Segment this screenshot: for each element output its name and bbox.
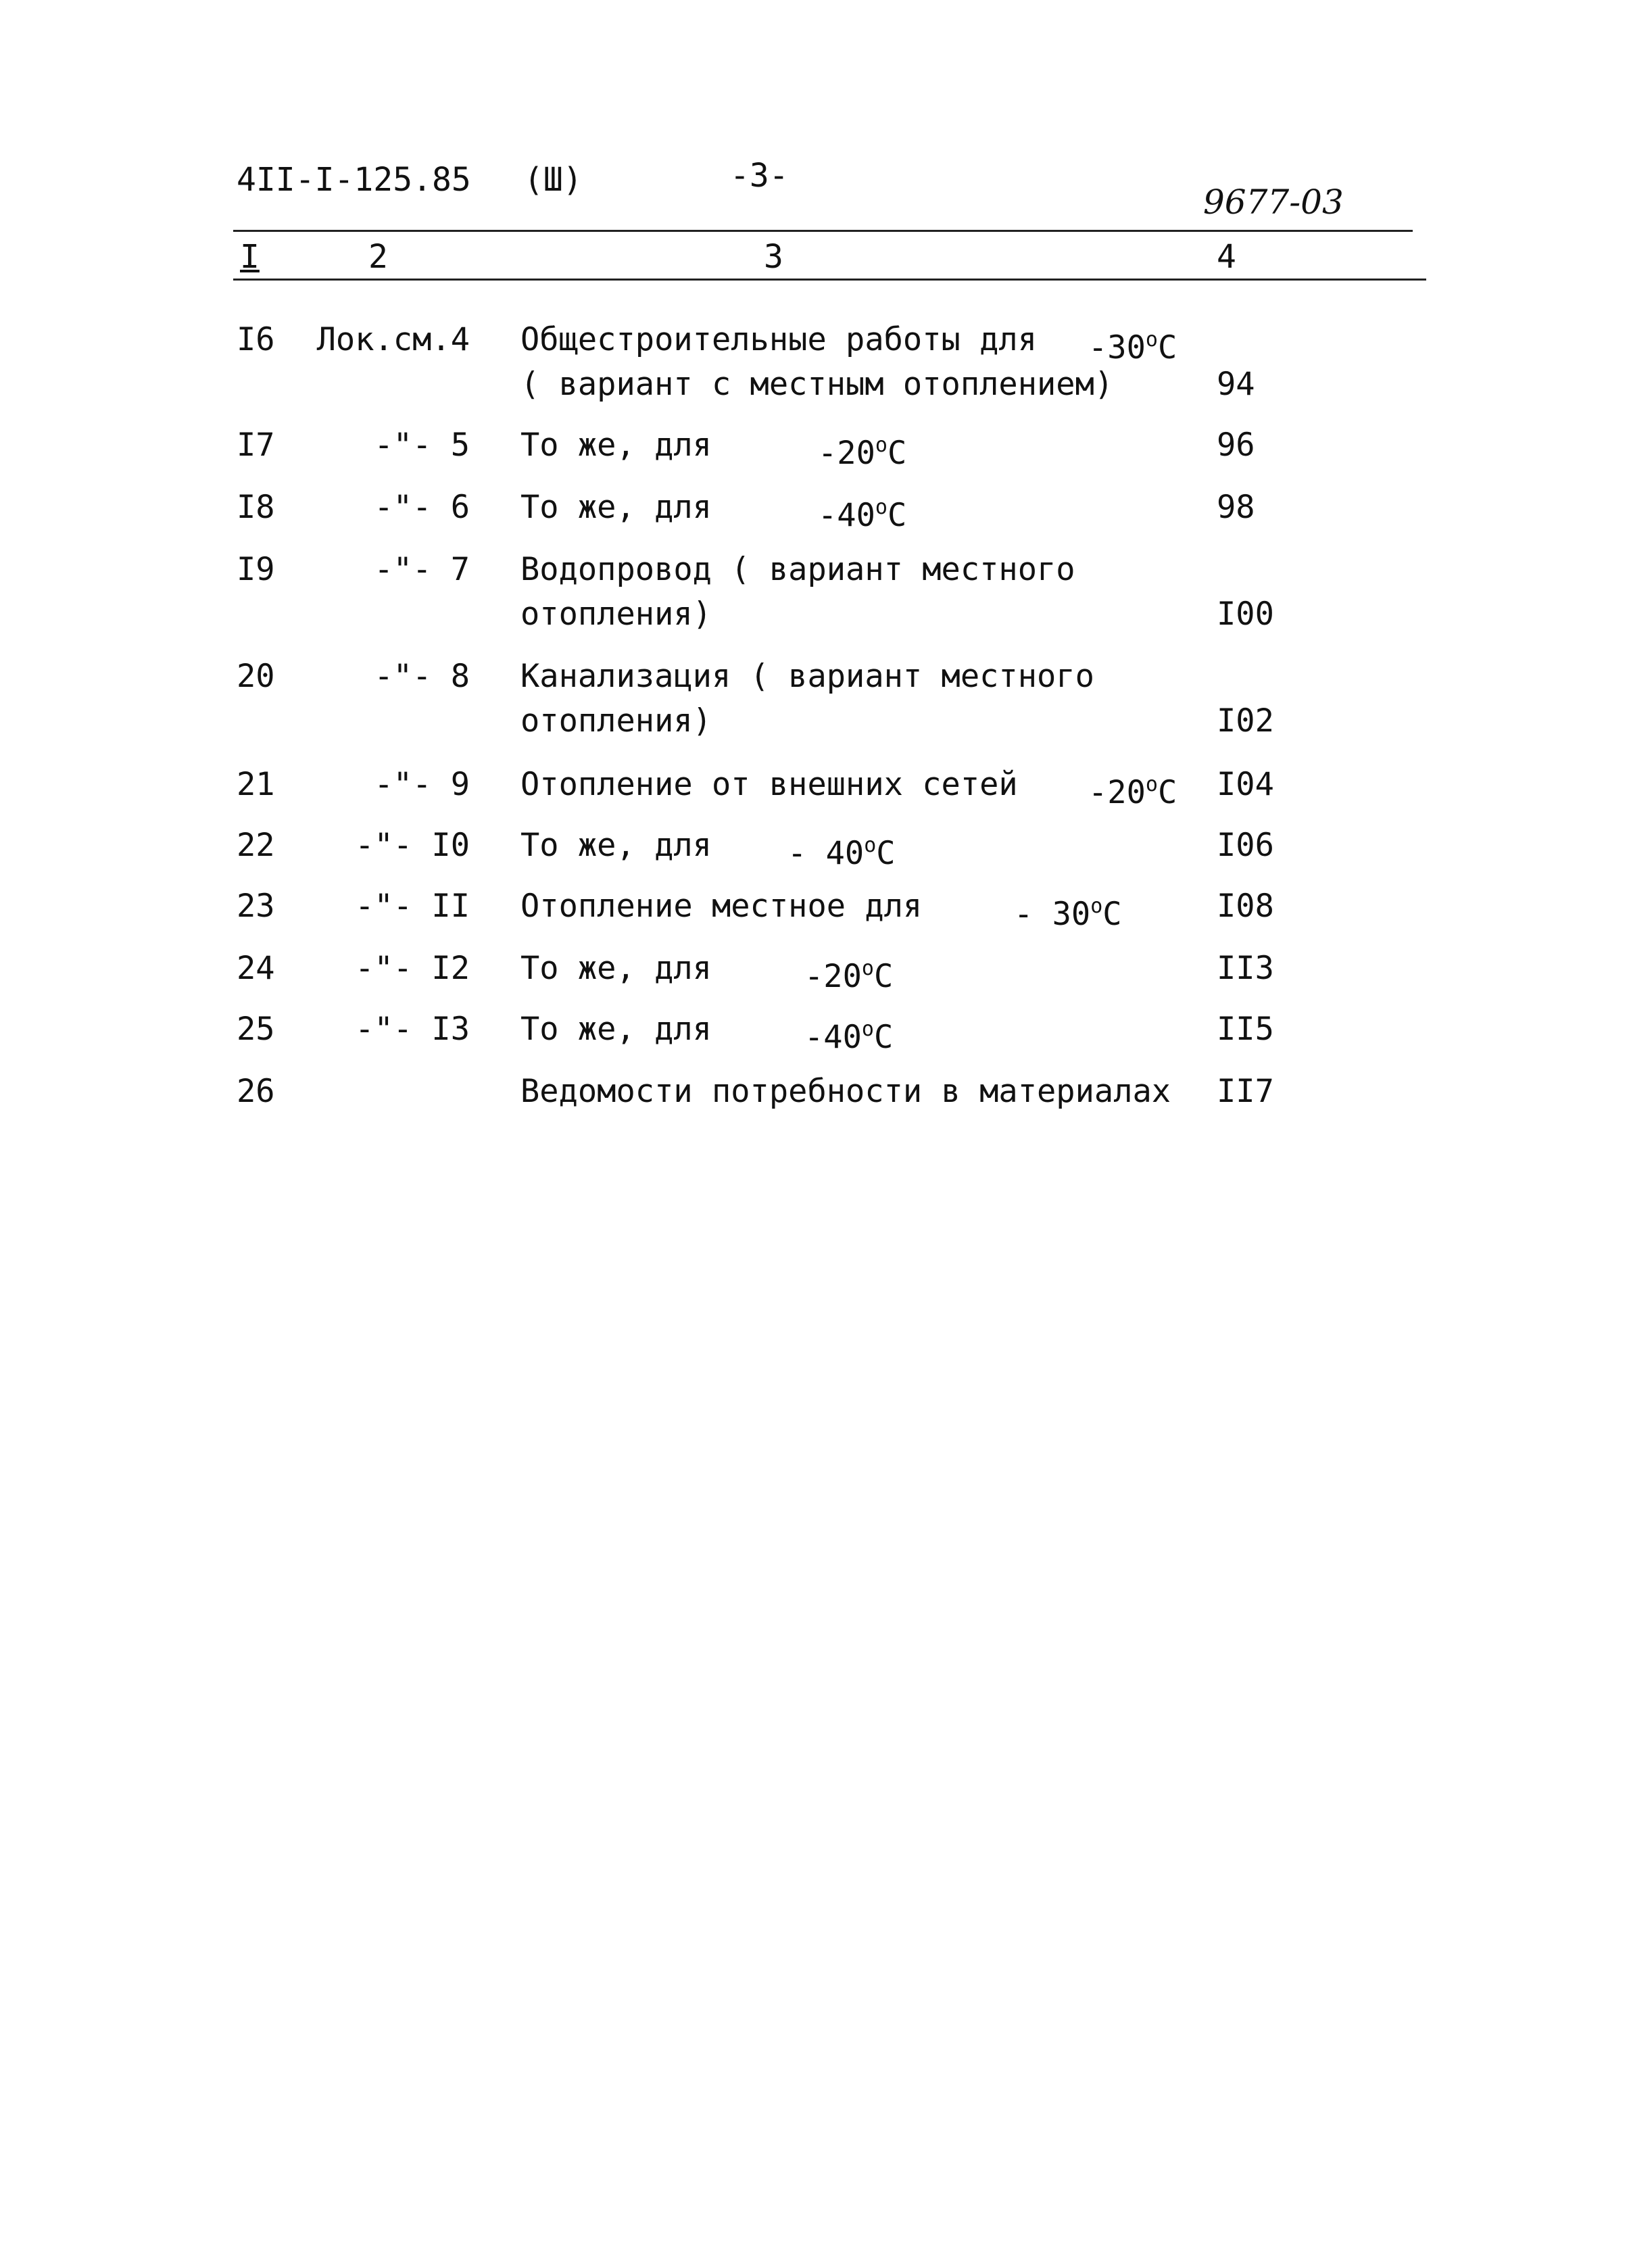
temperature-unit: C: [873, 1019, 894, 1056]
temperature-unit: C: [1157, 329, 1177, 366]
row-number: 24: [237, 950, 275, 987]
row-reference: -"- II: [355, 888, 470, 925]
row-page: II3: [1217, 950, 1274, 987]
row-page: I00: [1217, 596, 1274, 633]
degree-sign: o: [1090, 894, 1103, 918]
degree-sign: o: [1145, 328, 1158, 352]
document-mark: (Ш): [524, 161, 583, 199]
row-temperature: [818, 485, 906, 538]
temperature-value: - 40: [787, 835, 865, 872]
row-reference: -"- 6: [374, 489, 470, 526]
temperature-value: - 30: [1014, 896, 1091, 933]
degree-sign: o: [1145, 773, 1158, 796]
row-description: Общестроительные работы для: [520, 321, 1038, 358]
row-number: I6: [237, 321, 275, 358]
temperature-unit: C: [887, 435, 907, 472]
temperature-unit: C: [887, 497, 907, 534]
handwritten-number: 9677-03: [1203, 183, 1344, 222]
row-description: Отопление от внешних сетей: [520, 766, 1018, 803]
row-temperature: [818, 423, 906, 476]
row-reference: -"- 5: [374, 427, 470, 464]
temperature-unit: C: [1102, 896, 1122, 933]
row-number: 25: [237, 1011, 275, 1048]
row-page: I02: [1217, 702, 1274, 740]
degree-sign: o: [861, 957, 874, 980]
temperature-value: -40: [804, 1019, 862, 1056]
column-header-2: 2: [368, 238, 388, 276]
row-page: 96: [1217, 427, 1255, 464]
row-reference: -"- I2: [355, 950, 470, 987]
row-page: 94: [1217, 366, 1255, 403]
column-header-1: I: [240, 238, 260, 276]
row-description: То же, для: [520, 1011, 712, 1048]
row-reference: -"- 7: [374, 551, 470, 588]
temperature-unit: C: [873, 958, 894, 995]
row-number: 22: [237, 827, 275, 864]
row-page: II7: [1217, 1073, 1274, 1110]
row-description: отопления): [520, 596, 712, 633]
row-number: 21: [237, 766, 275, 803]
row-temperature: [1014, 884, 1122, 937]
row-number: 23: [237, 888, 275, 925]
row-page: I06: [1217, 827, 1274, 864]
row-description: Канализация ( вариант местного: [520, 658, 1094, 695]
temperature-value: -20: [818, 435, 875, 472]
row-description: отопления): [520, 702, 712, 740]
temperature-value: -40: [818, 497, 875, 534]
temperature-value: -30: [1088, 329, 1146, 366]
header-rule-top: [233, 230, 1413, 232]
column-header-4: 4: [1217, 238, 1236, 276]
degree-sign: o: [861, 1017, 874, 1041]
degree-sign: o: [864, 834, 877, 857]
row-temperature: [787, 823, 896, 876]
row-description: То же, для: [520, 427, 712, 464]
row-number: 20: [237, 658, 275, 695]
row-temperature: [804, 946, 893, 999]
row-description: Водопровод ( вариант местного: [520, 551, 1075, 588]
row-page: I08: [1217, 888, 1274, 925]
row-description: То же, для: [520, 827, 712, 864]
row-temperature: [1088, 763, 1177, 815]
row-temperature: [1088, 318, 1177, 370]
document-code: 4II-I-125.85: [237, 161, 471, 199]
row-description: ( вариант с местным отоплением): [520, 366, 1114, 403]
temperature-value: -20: [804, 958, 862, 995]
row-description: Ведомости потребности в материалах: [520, 1073, 1171, 1110]
row-number: I7: [237, 427, 275, 464]
column-header-3: 3: [764, 238, 783, 276]
degree-sign: o: [875, 433, 888, 457]
row-reference: -"- I3: [355, 1011, 470, 1048]
row-temperature: [804, 1007, 893, 1060]
row-description: То же, для: [520, 950, 712, 987]
row-reference: -"- 9: [374, 766, 470, 803]
row-description: Отопление местное для: [520, 888, 923, 925]
row-reference: Лок.см.4: [316, 321, 470, 358]
row-page: I04: [1217, 766, 1274, 803]
row-reference: -"- I0: [355, 827, 470, 864]
row-number: I8: [237, 489, 275, 526]
row-number: 26: [237, 1073, 275, 1110]
page-number: -3-: [730, 157, 789, 195]
row-page: II5: [1217, 1011, 1274, 1048]
row-number: I9: [237, 551, 275, 588]
row-description: То же, для: [520, 489, 712, 526]
row-page: 98: [1217, 489, 1255, 526]
temperature-value: -20: [1088, 774, 1146, 811]
header-rule-bottom: [233, 279, 1426, 281]
degree-sign: o: [875, 496, 888, 519]
row-reference: -"- 8: [374, 658, 470, 695]
temperature-unit: C: [1157, 774, 1177, 811]
temperature-unit: C: [876, 835, 896, 872]
